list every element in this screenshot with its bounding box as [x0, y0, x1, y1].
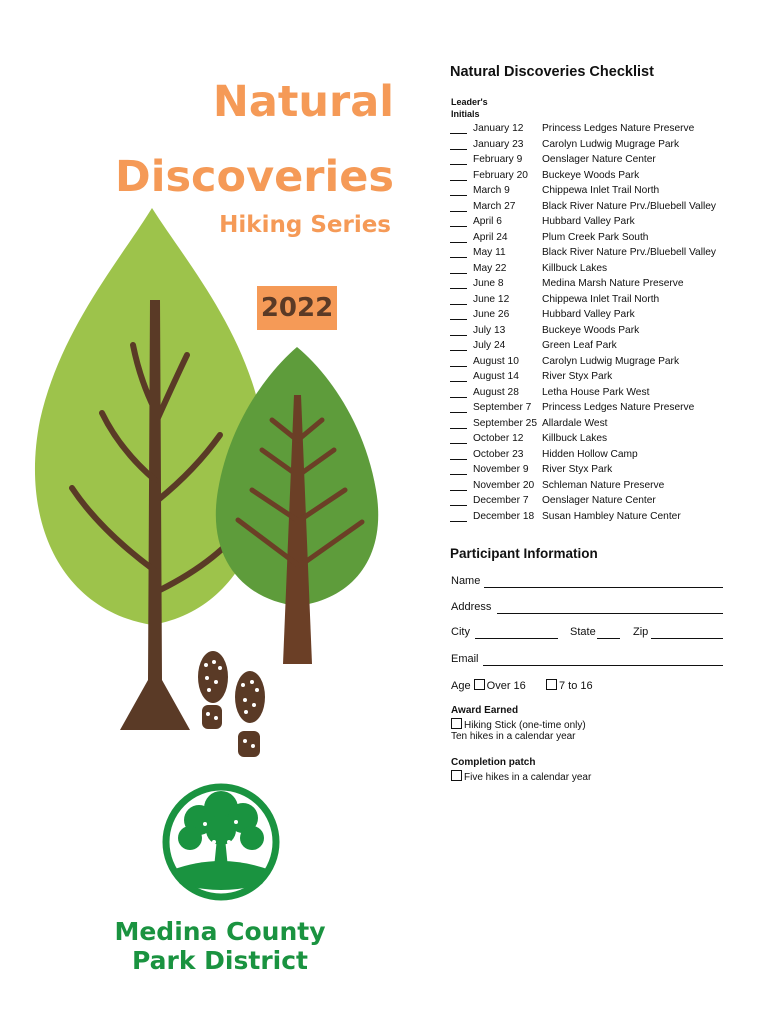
hike-date: October 23 [473, 448, 524, 460]
hike-date: July 13 [473, 324, 506, 336]
hike-date: November 20 [473, 479, 535, 491]
hike-row [450, 386, 650, 402]
over-16-label: Over 16 [486, 680, 526, 692]
hike-park: Princess Ledges Nature Preserve [542, 123, 695, 134]
hike-row [450, 464, 613, 479]
hike-park: Black River Nature Prv./Bluebell Valley [542, 200, 717, 212]
leader-initials-label: Leader's Initials [451, 97, 488, 119]
hike-row [450, 154, 656, 169]
hike-row [450, 185, 660, 200]
hike-date: June 26 [473, 309, 510, 320]
hike-park: River Styx Park [542, 371, 613, 382]
over-16-checkbox[interactable] [474, 679, 485, 690]
hike-date: September 7 [473, 402, 532, 413]
initials-blank[interactable] [450, 495, 467, 506]
hike-park: Letha House Park West [542, 386, 650, 398]
age-row [451, 679, 526, 692]
initials-blank[interactable] [450, 418, 467, 429]
initials-blank[interactable] [450, 464, 467, 475]
patch-title: Completion patch [451, 757, 536, 768]
hike-row [450, 123, 695, 138]
hike-date: September 25 [473, 417, 537, 429]
hike-row [450, 262, 608, 278]
hike-row [450, 340, 617, 355]
initials-blank[interactable] [450, 139, 467, 150]
hike-park: Chippewa Inlet Trail North [542, 293, 660, 305]
initials-blank[interactable] [450, 263, 467, 274]
hike-park: Susan Hambley Nature Center [542, 510, 681, 522]
age-label: Age [451, 680, 471, 692]
hike-row [450, 200, 717, 216]
initials-blank[interactable] [450, 294, 467, 305]
hike-park: Killbuck Lakes [542, 262, 608, 274]
initials-blank[interactable] [450, 232, 467, 243]
patch-option-row [451, 770, 591, 783]
email-label: Email [451, 653, 479, 665]
hike-park: Buckeye Woods Park [542, 169, 640, 181]
hike-row [450, 169, 640, 185]
hike-date: August 14 [473, 371, 519, 382]
initials-blank[interactable] [450, 449, 467, 460]
7-to-16-label: 7 to 16 [559, 680, 593, 692]
hike-row [450, 371, 613, 386]
hike-date: June 8 [473, 278, 504, 289]
initials-blank[interactable] [450, 402, 467, 413]
zip-field[interactable] [651, 638, 723, 639]
initials-blank[interactable] [450, 278, 467, 289]
park-district-logo-icon [166, 787, 276, 897]
hike-park: Allardale West [542, 417, 608, 429]
award-option-row [451, 718, 586, 731]
hike-date: June 12 [473, 293, 510, 305]
hike-date: May 22 [473, 262, 507, 274]
hike-row [450, 417, 608, 433]
initials-blank[interactable] [450, 387, 467, 398]
hike-park: Oenslager Nature Center [542, 154, 656, 165]
state-label: State [570, 626, 596, 638]
hike-date: February 20 [473, 169, 528, 181]
hike-park: Carolyn Ludwig Mugrage Park [542, 138, 680, 150]
hike-date: February 9 [473, 154, 523, 165]
initials-blank[interactable] [450, 201, 467, 212]
hike-park: Plum Creek Park South [542, 231, 649, 243]
hike-date: April 6 [473, 216, 502, 227]
initials-blank[interactable] [450, 154, 467, 165]
completion-patch-checkbox[interactable] [451, 770, 462, 781]
award-note: Ten hikes in a calendar year [451, 731, 576, 742]
hike-date: October 12 [473, 433, 524, 444]
hike-row [450, 402, 695, 417]
initials-blank[interactable] [450, 325, 467, 336]
checklist-title: Natural Discoveries Checklist [450, 64, 654, 80]
cover-subtitle: Hiking Series [219, 212, 391, 238]
hike-date: November 9 [473, 464, 529, 475]
city-label: City [451, 626, 470, 638]
hike-park: Black River Nature Prv./Bluebell Valley [542, 247, 717, 258]
cover-title-line2: Discoveries [115, 152, 394, 202]
hike-row [450, 510, 681, 526]
initials-blank[interactable] [450, 185, 467, 196]
logo-text-line1: Medina County [114, 917, 326, 946]
address-field[interactable] [497, 613, 723, 614]
year-badge: 2022 [257, 286, 337, 330]
hike-park: Hidden Hollow Camp [542, 448, 638, 460]
hike-park: Princess Ledges Nature Preserve [542, 402, 695, 413]
initials-blank[interactable] [450, 123, 467, 134]
hike-date: March 9 [473, 185, 510, 196]
hike-date: January 23 [473, 138, 524, 150]
hike-row [450, 278, 684, 293]
hike-park: Killbuck Lakes [542, 433, 608, 444]
hike-row [450, 247, 717, 262]
hike-park: Green Leaf Park [542, 340, 617, 351]
hike-park: Hubbard Valley Park [542, 216, 635, 227]
city-field[interactable] [475, 638, 558, 639]
hike-row [450, 355, 680, 371]
hike-row [450, 309, 635, 324]
address-label: Address [451, 601, 492, 613]
initials-blank[interactable] [450, 511, 467, 522]
hike-date: August 28 [473, 386, 519, 398]
hike-park: Chippewa Inlet Trail North [542, 185, 660, 196]
initials-blank[interactable] [450, 371, 467, 382]
hike-row [450, 216, 635, 231]
hike-date: March 27 [473, 200, 516, 212]
initials-blank[interactable] [450, 356, 467, 367]
participant-info-title: Participant Information [450, 546, 598, 561]
hike-date: December 7 [473, 495, 529, 506]
state-field[interactable] [597, 638, 620, 639]
email-field[interactable] [483, 665, 723, 666]
hike-row [450, 479, 665, 495]
initials-blank[interactable] [450, 247, 467, 258]
initials-blank[interactable] [450, 216, 467, 227]
completion-patch-label: Five hikes in a calendar year [464, 772, 592, 783]
hike-park: Oenslager Nature Center [542, 495, 656, 506]
hike-row [450, 138, 680, 154]
7-to-16-checkbox[interactable] [546, 679, 557, 690]
hike-date: May 11 [473, 247, 506, 258]
name-label: Name [451, 575, 481, 587]
name-field[interactable] [484, 587, 723, 588]
hike-row [450, 433, 608, 448]
hike-park: Hubbard Valley Park [542, 309, 635, 320]
initials-blank[interactable] [450, 480, 467, 491]
hike-date: January 12 [473, 123, 524, 134]
hike-date: August 10 [473, 355, 519, 367]
initials-blank[interactable] [450, 433, 467, 444]
hike-date: April 24 [473, 231, 508, 243]
initials-blank[interactable] [450, 309, 467, 320]
cover-title-line1: Natural [212, 77, 394, 127]
logo-text-line2: Park District [131, 946, 308, 975]
age-row-2 [546, 679, 593, 692]
initials-blank[interactable] [450, 170, 467, 181]
hiking-stick-label: Hiking Stick (one-time only) [464, 720, 586, 731]
hike-park: Medina Marsh Nature Preserve [542, 278, 684, 289]
initials-blank[interactable] [450, 340, 467, 351]
hike-row [450, 448, 638, 464]
hike-row [450, 231, 649, 247]
hike-row [450, 324, 640, 340]
hike-park: Buckeye Woods Park [542, 324, 640, 336]
hike-park: Schleman Nature Preserve [542, 479, 665, 491]
award-title: Award Earned [451, 705, 519, 716]
hiking-stick-checkbox[interactable] [451, 718, 462, 729]
hike-park: Carolyn Ludwig Mugrage Park [542, 355, 680, 367]
hike-row [450, 293, 660, 309]
hike-row [450, 495, 656, 510]
hike-park: River Styx Park [542, 464, 613, 475]
hike-date: December 18 [473, 510, 535, 522]
hike-date: July 24 [473, 340, 506, 351]
zip-label: Zip [633, 626, 649, 638]
